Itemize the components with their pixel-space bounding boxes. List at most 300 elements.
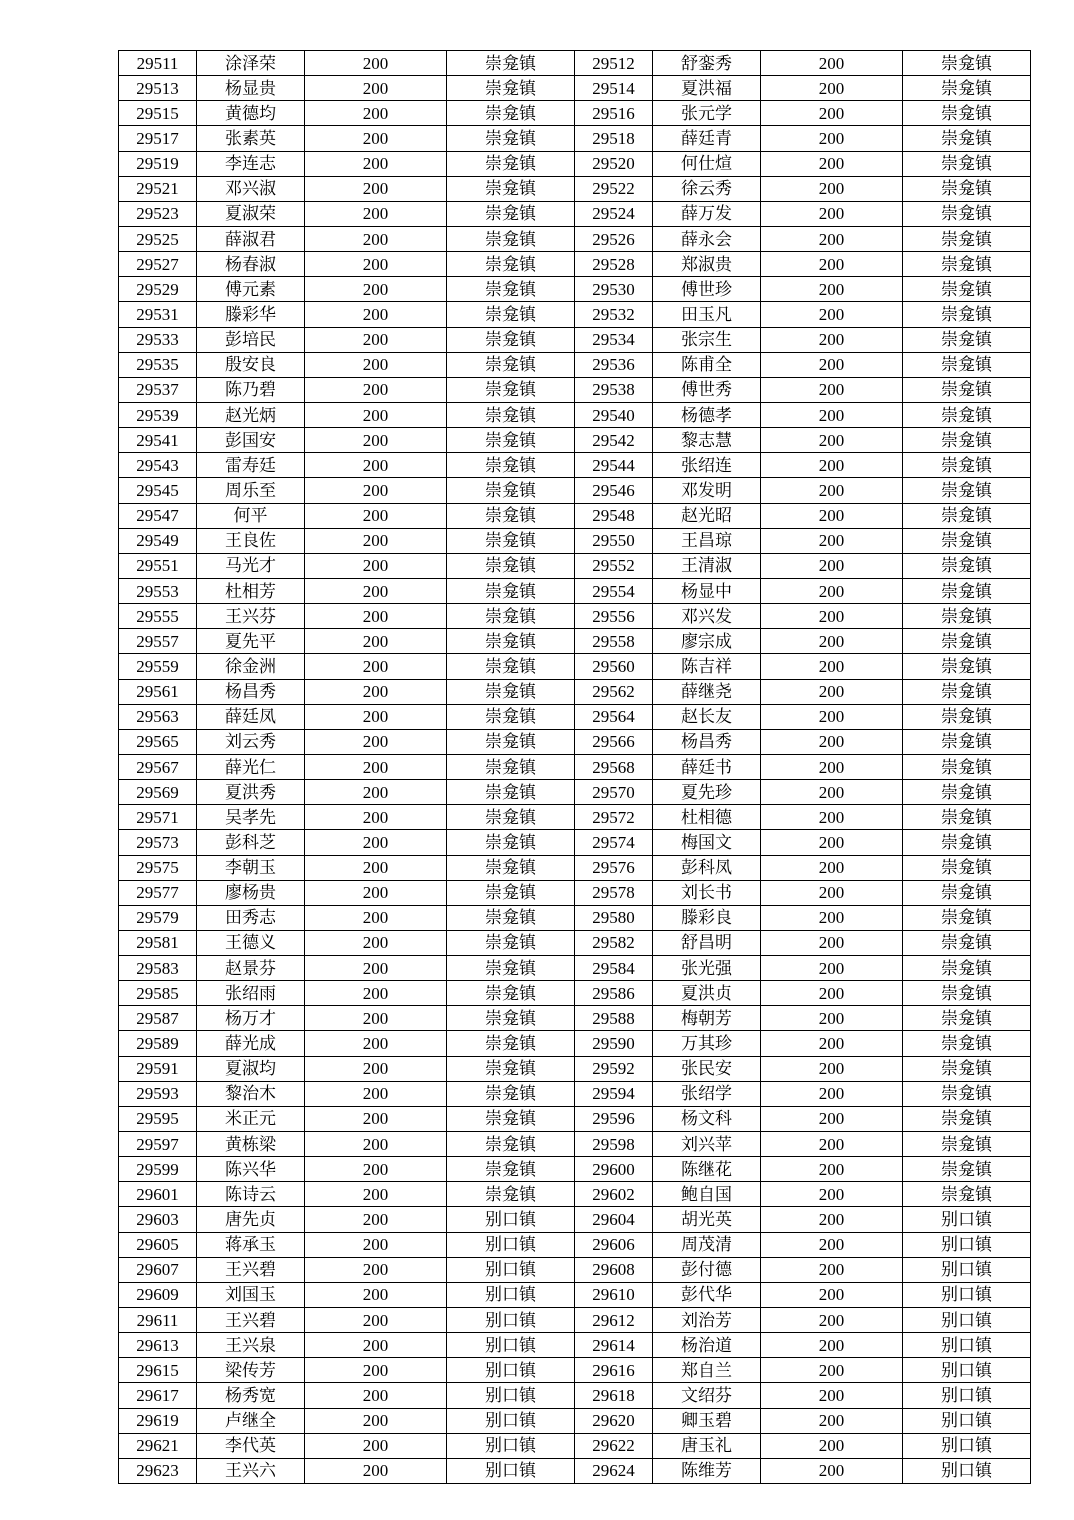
table-row <box>119 1333 1031 1358</box>
amount-cell: 200 <box>761 1132 903 1157</box>
amount-cell: 200 <box>761 1006 903 1031</box>
amount-cell: 200 <box>761 729 903 754</box>
record-id-cell: 29623 <box>119 1458 197 1483</box>
town-cell: 别口镇 <box>447 1207 575 1232</box>
town-cell: 崇龛镇 <box>447 478 575 503</box>
amount-cell: 200 <box>305 604 447 629</box>
amount-cell: 200 <box>305 226 447 251</box>
town-cell: 别口镇 <box>903 1333 1031 1358</box>
town-cell: 崇龛镇 <box>447 101 575 126</box>
table-row <box>119 1006 1031 1031</box>
name-cell: 夏洪贞 <box>653 981 761 1006</box>
record-id-cell: 29518 <box>575 126 653 151</box>
record-id-cell: 29583 <box>119 956 197 981</box>
name-cell: 鲍自国 <box>653 1182 761 1207</box>
record-id-cell: 29563 <box>119 704 197 729</box>
town-cell: 崇龛镇 <box>447 277 575 302</box>
table-row <box>119 1232 1031 1257</box>
name-cell: 陈继花 <box>653 1157 761 1182</box>
town-cell: 崇龛镇 <box>903 1182 1031 1207</box>
name-cell: 米正元 <box>197 1106 305 1131</box>
name-cell: 夏淑均 <box>197 1056 305 1081</box>
town-cell: 崇龛镇 <box>903 277 1031 302</box>
amount-cell: 200 <box>761 126 903 151</box>
town-cell: 崇龛镇 <box>903 428 1031 453</box>
name-cell: 王兴碧 <box>197 1308 305 1333</box>
record-id-cell: 29578 <box>575 880 653 905</box>
table-row <box>119 1106 1031 1131</box>
name-cell: 王德义 <box>197 930 305 955</box>
amount-cell: 200 <box>761 101 903 126</box>
amount-cell: 200 <box>305 704 447 729</box>
town-cell: 崇龛镇 <box>903 981 1031 1006</box>
name-cell: 陈甫全 <box>653 352 761 377</box>
record-id-cell: 29621 <box>119 1433 197 1458</box>
town-cell: 崇龛镇 <box>447 981 575 1006</box>
town-cell: 别口镇 <box>903 1257 1031 1282</box>
amount-cell: 200 <box>761 1157 903 1182</box>
name-cell: 陈维芳 <box>653 1458 761 1483</box>
subsidy-list-table <box>118 50 1031 1484</box>
town-cell: 崇龛镇 <box>903 629 1031 654</box>
amount-cell: 200 <box>761 930 903 955</box>
amount-cell: 200 <box>761 604 903 629</box>
amount-cell: 200 <box>305 51 447 76</box>
town-cell: 崇龛镇 <box>447 1157 575 1182</box>
name-cell: 薛光仁 <box>197 754 305 779</box>
record-id-cell: 29543 <box>119 453 197 478</box>
record-id-cell: 29555 <box>119 604 197 629</box>
amount-cell: 200 <box>761 679 903 704</box>
name-cell: 王清淑 <box>653 553 761 578</box>
name-cell: 胡光英 <box>653 1207 761 1232</box>
town-cell: 崇龛镇 <box>447 402 575 427</box>
amount-cell: 200 <box>305 729 447 754</box>
record-id-cell: 29534 <box>575 327 653 352</box>
record-id-cell: 29619 <box>119 1408 197 1433</box>
town-cell: 崇龛镇 <box>447 453 575 478</box>
town-cell: 崇龛镇 <box>447 553 575 578</box>
record-id-cell: 29533 <box>119 327 197 352</box>
town-cell: 崇龛镇 <box>447 327 575 352</box>
name-cell: 杨显贵 <box>197 76 305 101</box>
town-cell: 崇龛镇 <box>903 956 1031 981</box>
town-cell: 崇龛镇 <box>903 402 1031 427</box>
town-cell: 崇龛镇 <box>903 830 1031 855</box>
town-cell: 崇龛镇 <box>447 855 575 880</box>
record-id-cell: 29580 <box>575 905 653 930</box>
table-row <box>119 956 1031 981</box>
record-id-cell: 29567 <box>119 754 197 779</box>
name-cell: 彭科凤 <box>653 855 761 880</box>
amount-cell: 200 <box>305 1056 447 1081</box>
name-cell: 夏洪福 <box>653 76 761 101</box>
name-cell: 张民安 <box>653 1056 761 1081</box>
table-row <box>119 704 1031 729</box>
amount-cell: 200 <box>761 704 903 729</box>
amount-cell: 200 <box>305 855 447 880</box>
table-row <box>119 377 1031 402</box>
town-cell: 别口镇 <box>447 1333 575 1358</box>
record-id-cell: 29535 <box>119 352 197 377</box>
table-row <box>119 478 1031 503</box>
town-cell: 崇龛镇 <box>903 780 1031 805</box>
record-id-cell: 29585 <box>119 981 197 1006</box>
name-cell: 刘兴苹 <box>653 1132 761 1157</box>
amount-cell: 200 <box>761 956 903 981</box>
name-cell: 邓兴淑 <box>197 176 305 201</box>
town-cell: 崇龛镇 <box>447 126 575 151</box>
name-cell: 杨文科 <box>653 1106 761 1131</box>
amount-cell: 200 <box>305 1458 447 1483</box>
record-id-cell: 29531 <box>119 302 197 327</box>
town-cell: 崇龛镇 <box>903 453 1031 478</box>
amount-cell: 200 <box>761 302 903 327</box>
table-row <box>119 805 1031 830</box>
amount-cell: 200 <box>761 252 903 277</box>
town-cell: 崇龛镇 <box>903 679 1031 704</box>
amount-cell: 200 <box>305 1433 447 1458</box>
record-id-cell: 29562 <box>575 679 653 704</box>
amount-cell: 200 <box>761 1282 903 1307</box>
amount-cell: 200 <box>305 76 447 101</box>
amount-cell: 200 <box>305 1106 447 1131</box>
record-id-cell: 29558 <box>575 629 653 654</box>
amount-cell: 200 <box>305 503 447 528</box>
name-cell: 张元学 <box>653 101 761 126</box>
amount-cell: 200 <box>305 352 447 377</box>
record-id-cell: 29615 <box>119 1358 197 1383</box>
table-row <box>119 1031 1031 1056</box>
record-id-cell: 29545 <box>119 478 197 503</box>
name-cell: 梅朝芳 <box>653 1006 761 1031</box>
table-row <box>119 1257 1031 1282</box>
table-row <box>119 754 1031 779</box>
table-row <box>119 930 1031 955</box>
record-id-cell: 29572 <box>575 805 653 830</box>
town-cell: 崇龛镇 <box>447 1132 575 1157</box>
record-id-cell: 29540 <box>575 402 653 427</box>
town-cell: 崇龛镇 <box>447 1182 575 1207</box>
record-id-cell: 29538 <box>575 377 653 402</box>
amount-cell: 200 <box>761 805 903 830</box>
name-cell: 邓发明 <box>653 478 761 503</box>
amount-cell: 200 <box>305 905 447 930</box>
amount-cell: 200 <box>305 1333 447 1358</box>
record-id-cell: 29602 <box>575 1182 653 1207</box>
town-cell: 崇龛镇 <box>903 578 1031 603</box>
amount-cell: 200 <box>305 1006 447 1031</box>
name-cell: 殷安良 <box>197 352 305 377</box>
amount-cell: 200 <box>305 302 447 327</box>
name-cell: 舒銮秀 <box>653 51 761 76</box>
table-row <box>119 51 1031 76</box>
table-row <box>119 277 1031 302</box>
name-cell: 郑自兰 <box>653 1358 761 1383</box>
town-cell: 别口镇 <box>447 1358 575 1383</box>
town-cell: 崇龛镇 <box>903 1056 1031 1081</box>
town-cell: 崇龛镇 <box>903 252 1031 277</box>
name-cell: 雷寿廷 <box>197 453 305 478</box>
table-row <box>119 1282 1031 1307</box>
town-cell: 崇龛镇 <box>447 780 575 805</box>
name-cell: 王兴碧 <box>197 1257 305 1282</box>
name-cell: 邓兴发 <box>653 604 761 629</box>
amount-cell: 200 <box>761 1056 903 1081</box>
record-id-cell: 29569 <box>119 780 197 805</box>
town-cell: 崇龛镇 <box>903 930 1031 955</box>
record-id-cell: 29574 <box>575 830 653 855</box>
amount-cell: 200 <box>305 1207 447 1232</box>
town-cell: 别口镇 <box>447 1232 575 1257</box>
amount-cell: 200 <box>761 201 903 226</box>
record-id-cell: 29620 <box>575 1408 653 1433</box>
name-cell: 张绍雨 <box>197 981 305 1006</box>
town-cell: 别口镇 <box>903 1433 1031 1458</box>
amount-cell: 200 <box>305 654 447 679</box>
amount-cell: 200 <box>761 981 903 1006</box>
name-cell: 张宗生 <box>653 327 761 352</box>
town-cell: 崇龛镇 <box>903 176 1031 201</box>
amount-cell: 200 <box>761 402 903 427</box>
town-cell: 崇龛镇 <box>903 352 1031 377</box>
table-row <box>119 76 1031 101</box>
amount-cell: 200 <box>305 428 447 453</box>
record-id-cell: 29528 <box>575 252 653 277</box>
record-id-cell: 29512 <box>575 51 653 76</box>
town-cell: 崇龛镇 <box>447 176 575 201</box>
town-cell: 崇龛镇 <box>903 905 1031 930</box>
amount-cell: 200 <box>761 1232 903 1257</box>
record-id-cell: 29597 <box>119 1132 197 1157</box>
amount-cell: 200 <box>305 629 447 654</box>
town-cell: 崇龛镇 <box>903 327 1031 352</box>
amount-cell: 200 <box>305 754 447 779</box>
record-id-cell: 29556 <box>575 604 653 629</box>
record-id-cell: 29601 <box>119 1182 197 1207</box>
town-cell: 崇龛镇 <box>903 478 1031 503</box>
record-id-cell: 29526 <box>575 226 653 251</box>
name-cell: 郑淑贵 <box>653 252 761 277</box>
name-cell: 杜相芳 <box>197 578 305 603</box>
amount-cell: 200 <box>305 377 447 402</box>
name-cell: 赵光昭 <box>653 503 761 528</box>
record-id-cell: 29592 <box>575 1056 653 1081</box>
table-row <box>119 981 1031 1006</box>
amount-cell: 200 <box>305 176 447 201</box>
record-id-cell: 29517 <box>119 126 197 151</box>
town-cell: 崇龛镇 <box>447 302 575 327</box>
name-cell: 薛廷书 <box>653 754 761 779</box>
record-id-cell: 29532 <box>575 302 653 327</box>
record-id-cell: 29548 <box>575 503 653 528</box>
record-id-cell: 29588 <box>575 1006 653 1031</box>
name-cell: 何仕煊 <box>653 151 761 176</box>
amount-cell: 200 <box>761 1081 903 1106</box>
amount-cell: 200 <box>761 905 903 930</box>
record-id-cell: 29591 <box>119 1056 197 1081</box>
town-cell: 崇龛镇 <box>447 51 575 76</box>
town-cell: 崇龛镇 <box>447 578 575 603</box>
name-cell: 杨显中 <box>653 578 761 603</box>
amount-cell: 200 <box>305 1132 447 1157</box>
table-row <box>119 1132 1031 1157</box>
record-id-cell: 29579 <box>119 905 197 930</box>
name-cell: 夏淑荣 <box>197 201 305 226</box>
name-cell: 陈诗云 <box>197 1182 305 1207</box>
amount-cell: 200 <box>305 1257 447 1282</box>
record-id-cell: 29511 <box>119 51 197 76</box>
record-id-cell: 29613 <box>119 1333 197 1358</box>
amount-cell: 200 <box>305 1232 447 1257</box>
town-cell: 崇龛镇 <box>447 377 575 402</box>
town-cell: 崇龛镇 <box>447 604 575 629</box>
name-cell: 杨万才 <box>197 1006 305 1031</box>
name-cell: 王良佐 <box>197 528 305 553</box>
table-row <box>119 226 1031 251</box>
amount-cell: 200 <box>761 428 903 453</box>
name-cell: 彭培民 <box>197 327 305 352</box>
town-cell: 别口镇 <box>447 1383 575 1408</box>
name-cell: 刘治芳 <box>653 1308 761 1333</box>
table-row <box>119 1308 1031 1333</box>
town-cell: 崇龛镇 <box>447 352 575 377</box>
town-cell: 崇龛镇 <box>447 151 575 176</box>
amount-cell: 200 <box>305 1308 447 1333</box>
town-cell: 崇龛镇 <box>447 503 575 528</box>
town-cell: 崇龛镇 <box>447 528 575 553</box>
name-cell: 薛永会 <box>653 226 761 251</box>
town-cell: 崇龛镇 <box>447 1006 575 1031</box>
record-id-cell: 29519 <box>119 151 197 176</box>
amount-cell: 200 <box>305 956 447 981</box>
name-cell: 廖杨贵 <box>197 880 305 905</box>
town-cell: 别口镇 <box>903 1408 1031 1433</box>
record-id-cell: 29607 <box>119 1257 197 1282</box>
name-cell: 彭国安 <box>197 428 305 453</box>
name-cell: 彭科芝 <box>197 830 305 855</box>
table-row <box>119 201 1031 226</box>
amount-cell: 200 <box>305 528 447 553</box>
amount-cell: 200 <box>761 1358 903 1383</box>
record-id-cell: 29553 <box>119 578 197 603</box>
record-id-cell: 29547 <box>119 503 197 528</box>
town-cell: 崇龛镇 <box>903 1132 1031 1157</box>
name-cell: 赵景芬 <box>197 956 305 981</box>
name-cell: 李代英 <box>197 1433 305 1458</box>
record-id-cell: 29616 <box>575 1358 653 1383</box>
record-id-cell: 29604 <box>575 1207 653 1232</box>
town-cell: 崇龛镇 <box>903 503 1031 528</box>
table-row <box>119 528 1031 553</box>
amount-cell: 200 <box>761 453 903 478</box>
name-cell: 黄栋梁 <box>197 1132 305 1157</box>
table-row <box>119 679 1031 704</box>
name-cell: 刘云秀 <box>197 729 305 754</box>
name-cell: 黄德均 <box>197 101 305 126</box>
record-id-cell: 29593 <box>119 1081 197 1106</box>
record-id-cell: 29596 <box>575 1106 653 1131</box>
town-cell: 崇龛镇 <box>447 1031 575 1056</box>
town-cell: 崇龛镇 <box>447 76 575 101</box>
name-cell: 文绍芬 <box>653 1383 761 1408</box>
amount-cell: 200 <box>761 830 903 855</box>
record-id-cell: 29549 <box>119 528 197 553</box>
table-row <box>119 503 1031 528</box>
record-id-cell: 29600 <box>575 1157 653 1182</box>
town-cell: 别口镇 <box>903 1232 1031 1257</box>
amount-cell: 200 <box>761 1257 903 1282</box>
name-cell: 何平 <box>197 503 305 528</box>
table-row <box>119 327 1031 352</box>
name-cell: 杨春淑 <box>197 252 305 277</box>
name-cell: 王兴六 <box>197 1458 305 1483</box>
record-id-cell: 29541 <box>119 428 197 453</box>
town-cell: 崇龛镇 <box>903 880 1031 905</box>
record-id-cell: 29598 <box>575 1132 653 1157</box>
name-cell: 夏先珍 <box>653 780 761 805</box>
record-id-cell: 29584 <box>575 956 653 981</box>
table-row <box>119 1056 1031 1081</box>
record-id-cell: 29618 <box>575 1383 653 1408</box>
amount-cell: 200 <box>305 277 447 302</box>
name-cell: 刘长书 <box>653 880 761 905</box>
name-cell: 赵光炳 <box>197 402 305 427</box>
amount-cell: 200 <box>305 1031 447 1056</box>
town-cell: 崇龛镇 <box>447 428 575 453</box>
town-cell: 别口镇 <box>447 1433 575 1458</box>
town-cell: 崇龛镇 <box>903 528 1031 553</box>
town-cell: 崇龛镇 <box>903 126 1031 151</box>
record-id-cell: 29542 <box>575 428 653 453</box>
amount-cell: 200 <box>761 629 903 654</box>
name-cell: 薛淑君 <box>197 226 305 251</box>
record-id-cell: 29539 <box>119 402 197 427</box>
record-id-cell: 29575 <box>119 855 197 880</box>
amount-cell: 200 <box>305 402 447 427</box>
record-id-cell: 29524 <box>575 201 653 226</box>
record-id-cell: 29603 <box>119 1207 197 1232</box>
name-cell: 彭付德 <box>653 1257 761 1282</box>
town-cell: 崇龛镇 <box>903 1106 1031 1131</box>
amount-cell: 200 <box>761 1308 903 1333</box>
name-cell: 梅国文 <box>653 830 761 855</box>
table-row <box>119 578 1031 603</box>
town-cell: 崇龛镇 <box>903 302 1031 327</box>
amount-cell: 200 <box>305 151 447 176</box>
record-id-cell: 29530 <box>575 277 653 302</box>
town-cell: 崇龛镇 <box>447 654 575 679</box>
amount-cell: 200 <box>761 855 903 880</box>
amount-cell: 200 <box>305 930 447 955</box>
record-id-cell: 29586 <box>575 981 653 1006</box>
town-cell: 崇龛镇 <box>903 805 1031 830</box>
name-cell: 舒昌明 <box>653 930 761 955</box>
town-cell: 崇龛镇 <box>903 1006 1031 1031</box>
town-cell: 崇龛镇 <box>903 151 1031 176</box>
name-cell: 陈吉祥 <box>653 654 761 679</box>
table-row <box>119 453 1031 478</box>
amount-cell: 200 <box>761 1383 903 1408</box>
town-cell: 崇龛镇 <box>903 654 1031 679</box>
table-row <box>119 126 1031 151</box>
table-row <box>119 855 1031 880</box>
name-cell: 周茂清 <box>653 1232 761 1257</box>
name-cell: 张绍学 <box>653 1081 761 1106</box>
name-cell: 卢继全 <box>197 1408 305 1433</box>
town-cell: 崇龛镇 <box>903 377 1031 402</box>
record-id-cell: 29521 <box>119 176 197 201</box>
